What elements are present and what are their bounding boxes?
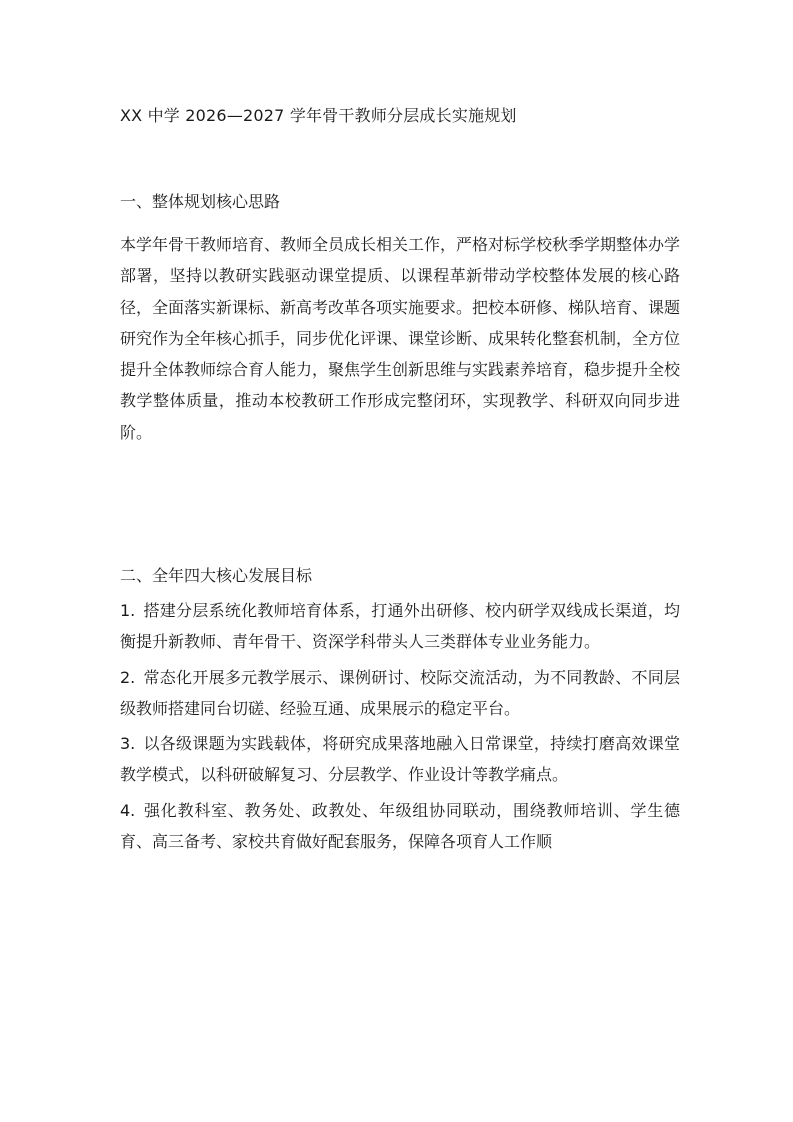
- list-item: [120, 728, 680, 791]
- list-item-number: 2.: [120, 667, 136, 687]
- list-item-number: 3.: [120, 734, 136, 754]
- list-item-text: 搭建分层系统化教师培育体系，打通外出研修、校内研学双线成长渠道，均衡提升新教师、青年骨干、资深学科带头人三类群体专业业务能力。: [120, 601, 680, 652]
- list-item-number: 4.: [120, 800, 136, 820]
- list-item-text: 以各级课题为实践载体，将研究成果落地融入日常课堂，持续打磨高效课堂教学模式，以科研破解复习、分层教学、作业设计等教学痛点。: [120, 734, 680, 785]
- goals-list: [120, 595, 680, 861]
- list-item-number: 1.: [120, 601, 136, 620]
- document-title: XX 中学 2026—2027 学年骨干教师分层成长实施规划: [120, 106, 517, 125]
- list-item-text: 常态化开展多元教学展示、课例研讨、校际交流活动，为不同教龄、不同层级教师搭建同台切磋、经验互通、成果展示的稳定平台。: [120, 667, 680, 718]
- list-item-text: 强化教科室、教务处、政教处、年级组协同联动，围绕教师培训、学生德育、高三备考、家校共育做好配套服务，保障各项育人工作顺: [120, 800, 680, 852]
- section-heading-2: 二、全年四大核心发展目标: [120, 566, 313, 585]
- list-item: [120, 662, 680, 725]
- section-1-paragraph: 本学年骨干教师培育、教师全员成长相关工作，严格对标学校秋季学期整体办学部署，坚持以教研实践驱动课堂提质、以课程革新带动学校整体发展的核心路径，全面落实新课标、新高考改革各项实施要求。把校本研修、梯队培育、课题研究作为全年核心抓手，同步优化评课、课堂诊断、成果转化整套机制，全方位提升全体教师综合育人能力，聚焦学生创新思维与实践素养培育，稳步提升全校教学整体质量，推动本校教研工作形成完整闭环，实现教学、科研双向同步进阶。: [120, 235, 681, 442]
- list-item: [120, 595, 680, 658]
- section-heading-1: 一、整体规划核心思路: [120, 192, 281, 211]
- list-item: [120, 795, 680, 858]
